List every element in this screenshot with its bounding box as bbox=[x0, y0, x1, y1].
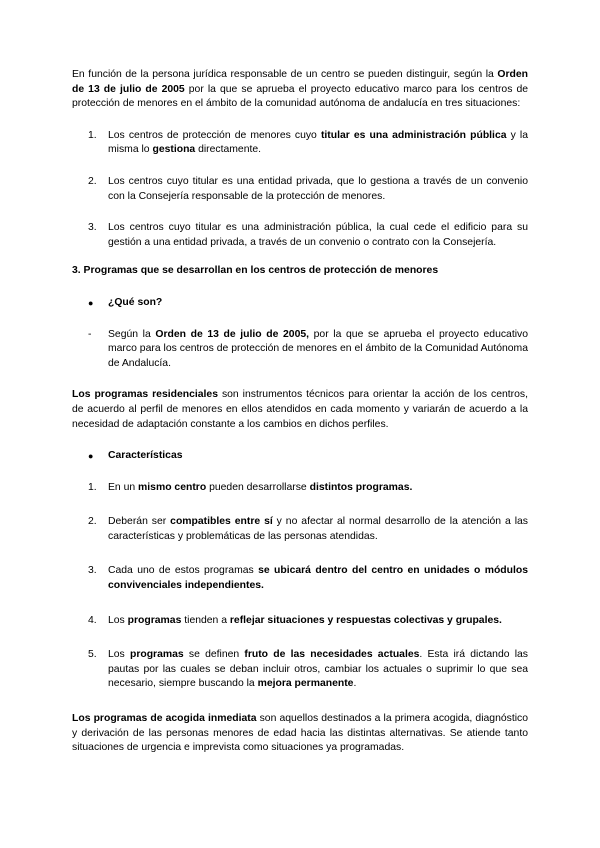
characteristic-item-5: 5. Los programas se definen fruto de las necesidades actuales. Esta irá dictando las pautas por las cuales se deban incluir otros, cambiar los actuales o suprimir lo que sea necesario, siempre buscando la mejora permanente. bbox=[88, 649, 529, 690]
dash-icon: - bbox=[88, 328, 92, 340]
definition-item: - Según la Orden de 13 de julio de 2005, por la que se aprueba el proyecto educativo marco para los centros de protección de menores en el ámbito de la Comunidad Autónoma de Andalucía. bbox=[88, 328, 528, 369]
situation-item-1: 1. Los centros de protección de menores cuyo titular es una administración pública y la misma lo gestiona directamente. bbox=[88, 129, 528, 156]
characteristic-item-4: 4. Los programas tienden a reflejar situaciones y respuestas colectivas y grupales. bbox=[88, 614, 502, 626]
section-heading: 3. Programas que se desarrollan en los centros de protección de menores bbox=[72, 265, 439, 277]
characteristic-item-2: 2. Deberán ser compatibles entre sí y no afectar al normal desarrollo de la atención a las características y problemáticas de las personas atendidas. bbox=[88, 516, 528, 542]
document-page bbox=[72, 68, 528, 756]
bullet-caracteristicas: ● Características bbox=[72, 449, 528, 464]
bullet-icon: ● bbox=[88, 297, 94, 308]
acogida-paragraph: Los programas de acogida inmediata son aquellos destinados a la primera acogida, diagnóstico y derivación de las personas menores de edad hacia las distintas alternativas. Se atiende tanto situaciones de urgencia e imprevista como situaciones ya programadas. bbox=[72, 713, 528, 754]
characteristic-item-3: 3. Cada uno de estos programas se ubicará dentro del centro en unidades o módulos convivenciales independientes. bbox=[88, 565, 528, 592]
situation-item-2: 2. Los centros cuyo titular es una entidad privada, que lo gestiona a través de un convenio con la Consejería responsable de la protección de menores. bbox=[88, 175, 528, 202]
intro-paragraph: En función de la persona jurídica responsable de un centro se pueden distinguir, según la Orden de 13 de julio de 2005 por la que se aprueba el proyecto educativo marco para los centros de protección de menores en el ámbito de la comunidad autónoma de andalucía en tres situaciones: bbox=[72, 69, 529, 110]
bullet-icon: ● bbox=[88, 451, 94, 462]
situation-item-3: 3. Los centros cuyo titular es una administración pública, la cual cede el edificio para su gestión a una entidad privada, a través de un convenio o contrato con la Consejería. bbox=[88, 222, 528, 248]
bullet-que-son: ● ¿Qué son? bbox=[72, 296, 528, 311]
residential-paragraph: Los programas residenciales son instrumentos técnicos para orientar la acción de los centros, de acuerdo al perfil de menores en ellos atendidos en cada momento y variarán de acuerdo a la necesidad de adaptación constante a los cambios en dichos perfiles. bbox=[72, 389, 528, 430]
order-reference: Orden de 13 de julio de 2005 bbox=[72, 69, 528, 95]
characteristic-item-1: 1. En un mismo centro pueden desarrollarse distintos programas. bbox=[88, 481, 413, 493]
